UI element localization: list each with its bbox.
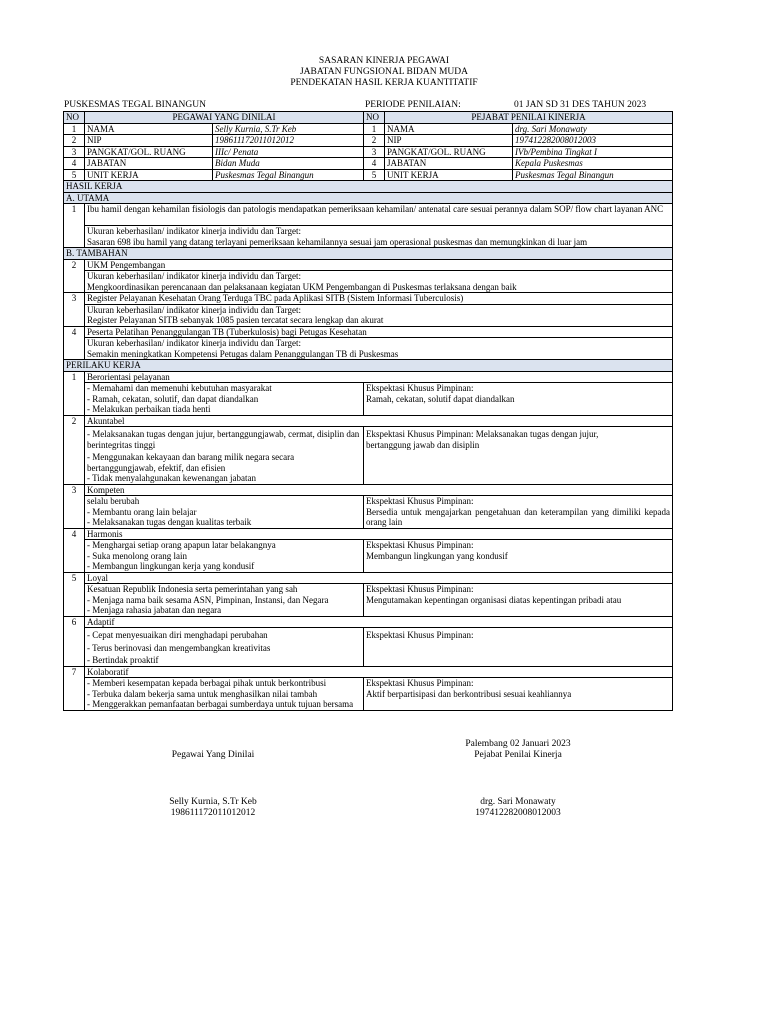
row-number: 1	[64, 123, 85, 135]
place-date: Palembang 02 Januari 2023	[465, 739, 571, 749]
section-tambahan: B. TAMBAHAN	[64, 248, 673, 260]
section-utama: A. UTAMA	[64, 192, 673, 204]
appraiser-name: drg. Sari Monawaty	[480, 797, 556, 807]
field-label: UNIT KERJA	[385, 169, 513, 181]
row-number: 1	[364, 123, 385, 135]
appraisee-value: IIIc/ Penata	[213, 146, 364, 158]
behavior-points	[85, 628, 364, 667]
behavior-title: Kolaboratif	[85, 666, 673, 678]
appraisee-value: Puskesmas Tegal Binangun	[213, 169, 364, 181]
expectation-text: Aktif berpartisipasi dan berkontribusi sesuai keahliannya	[366, 688, 572, 699]
row-number: 4	[64, 158, 85, 170]
appraisee-value: Selly Kurnia, S.Tr Keb	[213, 123, 364, 135]
behavior-point: - Membangun lingkungan kerja yang kondusif	[87, 561, 255, 571]
table-header-row	[64, 112, 673, 124]
expectation-label: Ekspektasi Khusus Pimpinan: Melaksanakan tugas dengan jujur,	[366, 429, 599, 439]
appraiser-role: Pejabat Penilai Kinerja	[474, 750, 562, 760]
behavior-point: - Terbuka dalam bekerja sama untuk menghasilkan nilai tambah	[87, 688, 318, 699]
expectation-text: Bersedia untuk mengajarkan pengetahuan dan keterampilan yang dimiliki kepada orang lain	[366, 506, 670, 527]
row-number: 2	[364, 135, 385, 147]
appraisee-header: PEGAWAI YANG DINILAI	[85, 112, 364, 124]
indicator-text: Sasaran 698 ibu hamil yang datang terlayani pemeriksaan kehamilannya sesuai jam operasional puskesmas dan memungkinkan di luar jam	[85, 237, 673, 248]
expectation-text: bertanggung jawab dan disiplin	[366, 439, 480, 450]
leader-expectation	[364, 584, 673, 617]
expectation-label: Ekspektasi Khusus Pimpinan:	[366, 540, 474, 550]
behavior-point: - Menghargai setiap orang apapun latar belakangnya	[87, 540, 276, 550]
identity-row	[64, 158, 673, 170]
behavior-points	[85, 678, 364, 711]
behavior-point: - Membantu orang lain belajar	[87, 506, 197, 517]
unit-name: PUSKESMAS TEGAL BINANGUN	[64, 100, 206, 110]
behavior-point: - Menjaga nama baik sesama ASN, Pimpinan, Instansi, dan Negara	[87, 594, 329, 605]
appraiser-value: 197412282008012003	[513, 135, 673, 147]
row-number: 3	[364, 146, 385, 158]
expectation-label: Ekspektasi Khusus Pimpinan:	[366, 383, 474, 393]
indicator-label: Ukuran keberhasilan/ indikator kinerja individu dan Target:	[85, 304, 673, 315]
doc-title-line1: SASARAN KINERJA PEGAWAI	[318, 56, 450, 66]
no-header: NO	[364, 112, 385, 124]
field-label: UNIT KERJA	[85, 169, 213, 181]
leader-expectation	[364, 427, 673, 485]
behavior-point: - Terus berinovasi dan mengembangkan kreativitas	[87, 642, 271, 653]
behavior-points	[85, 584, 364, 617]
field-label: PANGKAT/GOL. RUANG	[385, 146, 513, 158]
field-label: NAMA	[385, 123, 513, 135]
field-label: NIP	[385, 135, 513, 147]
row-number: 6	[64, 616, 85, 666]
behavior-point: - Cepat menyesuaikan diri menghadapi perubahan	[87, 630, 268, 640]
behavior-point: - Memahami dan memenuhi kebutuhan masyarakat	[87, 383, 272, 393]
behavior-point: - Melaksanakan tugas dengan kualitas terbaik	[87, 517, 252, 527]
behavior-point: - Suka menolong orang lain	[87, 550, 187, 561]
behavior-point: Kesatuan Republik Indonesia serta pemerintahan yang sah	[87, 584, 298, 594]
main-work-result: Ibu hamil dengan kehamilan fisiologis dan patologis mendapatkan pemeriksaan kehamilan/ antenatal care sesuai perannya dalam SOP/ flow chart layanan ANC	[85, 204, 673, 226]
section-hasil-kerja: HASIL KERJA	[64, 181, 673, 193]
field-label: JABATAN	[385, 158, 513, 170]
behavior-point: - Menggunakan kekayaan dan barang milik negara secara bertanggungjawab, efektif, dan efisien	[87, 452, 295, 473]
appraiser-value: Kepala Puskesmas	[513, 158, 673, 170]
doc-title-line3: PENDEKATAN HASIL KERJA KUANTITATIF	[290, 78, 478, 88]
indicator-text: Register Pelayanan SITB sebanyak 1085 pasien tercatat secara lengkap dan akurat	[85, 315, 673, 326]
behavior-points	[85, 383, 364, 416]
doc-title-line2: JABATAN FUNGSIONAL BIDAN MUDA	[299, 67, 469, 77]
section-perilaku-kerja: PERILAKU KERJA	[64, 360, 673, 372]
appraiser-value: Puskesmas Tegal Binangun	[513, 169, 673, 181]
behavior-point: - Melakukan perbaikan tiada henti	[87, 404, 211, 414]
behavior-title: Kompeten	[85, 484, 673, 496]
row-number: 4	[364, 158, 385, 170]
leader-expectation	[364, 678, 673, 711]
row-number: 1	[64, 371, 85, 415]
additional-work-result: Peserta Pelatihan Penanggulangan TB (Tuberkulosis) bagi Petugas Kesehatan	[85, 326, 673, 338]
expectation-label: Ekspektasi Khusus Pimpinan:	[366, 496, 474, 506]
row-number: 4	[64, 528, 85, 572]
indicator-label: Ukuran keberhasilan/ indikator kinerja individu dan Target:	[85, 338, 673, 349]
expectation-label: Ekspektasi Khusus Pimpinan:	[366, 630, 474, 640]
leader-expectation	[364, 628, 673, 667]
appraiser-value: IVb/Pembina Tingkat I	[513, 146, 673, 158]
behavior-point: - Menggerakkan pemanfaatan berbagai sumberdaya untuk tujuan bersama	[87, 699, 354, 709]
additional-work-result: Register Pelayanan Kesehatan Orang Terduga TBC pada Aplikasi SITB (Sistem Informasi Tuberculosis)	[85, 293, 673, 305]
behavior-point: - Memberi kesempatan kepada berbagai pihak untuk berkontribusi	[87, 678, 327, 688]
appraisee-name: Selly Kurnia, S.Tr Keb	[169, 797, 257, 807]
indicator-label: Ukuran keberhasilan/ indikator kinerja individu dan Target:	[85, 226, 673, 237]
indicator-text: Mengkoordinasikan perencanaan dan pelaksanaan kegiatan UKM Pengembangan di Puskesmas terlaksana dengan baik	[85, 282, 673, 293]
appraisee-nip: 198611172011012012	[170, 808, 256, 818]
row-number: 3	[64, 293, 85, 327]
behavior-point: - Bertindak proaktif	[87, 655, 159, 665]
row-number: 5	[64, 572, 85, 616]
behavior-points	[85, 496, 364, 529]
behavior-point: - Tidak menyalahgunakan kewenangan jabatan	[87, 473, 256, 483]
expectation-text: Membangun lingkungan yang kondusif	[366, 550, 508, 561]
period-value: 01 JAN SD 31 DES TAHUN 2023	[514, 100, 647, 110]
identity-row	[64, 146, 673, 158]
identity-row	[64, 169, 673, 181]
row-number: 1	[64, 204, 85, 248]
behavior-point: - Menjaga rahasia jabatan dan negara	[87, 605, 222, 615]
expectation-label: Ekspektasi Khusus Pimpinan:	[366, 678, 474, 688]
behavior-point: selalu berubah	[87, 496, 140, 506]
skp-table	[63, 111, 673, 711]
expectation-text: Mengutamakan kepentingan organisasi diatas kepentingan pribadi atau	[366, 594, 622, 605]
row-number: 7	[64, 666, 85, 710]
no-header: NO	[64, 112, 85, 124]
leader-expectation	[364, 496, 673, 529]
row-number: 2	[64, 259, 85, 293]
appraisee-value: Bidan Muda	[213, 158, 364, 170]
period-label: PERIODE PENILAIAN:	[365, 100, 461, 110]
expectation-label: Ekspektasi Khusus Pimpinan:	[366, 584, 474, 594]
appraisee-role: Pegawai Yang Dinilai	[171, 750, 255, 760]
field-label: NIP	[85, 135, 213, 147]
row-number: 2	[64, 415, 85, 484]
leader-expectation	[364, 383, 673, 416]
additional-work-result: UKM Pengembangan	[85, 259, 673, 271]
behavior-title: Harmonis	[85, 528, 673, 540]
behavior-title: Adaptif	[85, 616, 673, 628]
identity-row	[64, 135, 673, 147]
behavior-points	[85, 540, 364, 573]
expectation-text: Ramah, cekatan, solutif dapat diandalkan	[366, 393, 515, 404]
identity-row	[64, 123, 673, 135]
leader-expectation	[364, 540, 673, 573]
behavior-title: Loyal	[85, 572, 673, 584]
behavior-point: - Melaksanakan tugas dengan jujur, bertanggungjawab, cermat, disiplin dan berintegritas tinggi	[87, 429, 360, 450]
row-number: 4	[64, 326, 85, 360]
row-number: 3	[64, 146, 85, 158]
field-label: NAMA	[85, 123, 213, 135]
appraiser-header: PEJABAT PENILAI KINERJA	[385, 112, 673, 124]
behavior-point: - Ramah, cekatan, solutif, dan dapat diandalkan	[87, 393, 259, 404]
behavior-title: Berorientasi pelayanan	[85, 371, 673, 383]
indicator-text: Semakin meningkatkan Kompetensi Petugas dalam Penanggulangan TB di Puskesmas	[85, 349, 673, 360]
row-number: 3	[64, 484, 85, 528]
row-number: 2	[64, 135, 85, 147]
row-number: 5	[64, 169, 85, 181]
indicator-label: Ukuran keberhasilan/ indikator kinerja individu dan Target:	[85, 271, 673, 282]
behavior-points	[85, 427, 364, 485]
field-label: PANGKAT/GOL. RUANG	[85, 146, 213, 158]
appraiser-nip: 197412282008012003	[475, 808, 561, 818]
field-label: JABATAN	[85, 158, 213, 170]
appraisee-value: 198611172011012012	[213, 135, 364, 147]
appraiser-value: drg. Sari Monawaty	[513, 123, 673, 135]
behavior-title: Akuntabel	[85, 415, 673, 427]
row-number: 5	[364, 169, 385, 181]
